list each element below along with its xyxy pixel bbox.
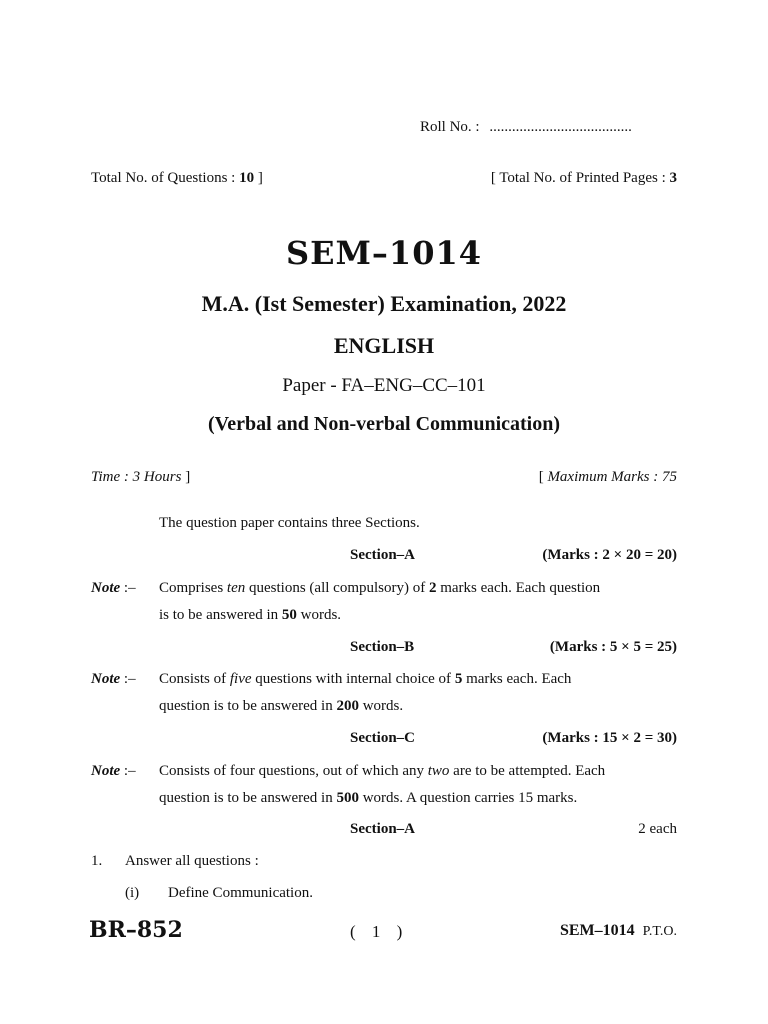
note-separator: :– bbox=[123, 763, 136, 779]
section-c-note-label bbox=[91, 763, 136, 780]
footer-page-number bbox=[350, 922, 402, 942]
text: 50 bbox=[281, 607, 297, 623]
note-separator: :– bbox=[123, 671, 136, 687]
roll-no bbox=[420, 119, 632, 136]
roll-no-dots: ...................................... bbox=[489, 119, 632, 135]
footer-pto: P.T.O. bbox=[642, 924, 677, 939]
question-1-i-text: Define Communication. bbox=[168, 885, 313, 901]
printed-pages bbox=[491, 170, 677, 187]
footer-booklet-code: BR–852 bbox=[89, 917, 183, 943]
questions-section-a-name: Section–A bbox=[350, 821, 415, 837]
section-a-note-line2 bbox=[159, 607, 341, 624]
text: 5 bbox=[454, 671, 463, 687]
text: five bbox=[229, 671, 252, 687]
text: Comprises bbox=[159, 580, 227, 596]
section-a-marks: (Marks : 2 × 20 = 20) bbox=[542, 547, 677, 563]
question-1-number: 1. bbox=[91, 853, 103, 869]
section-b-note-line1 bbox=[159, 671, 571, 688]
printed-pages-label: Total No. of Printed Pages : bbox=[499, 170, 666, 186]
subject-title: ENGLISH bbox=[333, 333, 435, 358]
page-paren-open: ( bbox=[350, 922, 356, 941]
text: is to be answered in bbox=[159, 607, 282, 623]
total-questions-bracket: ] bbox=[257, 170, 263, 186]
printed-pages-value: 3 bbox=[669, 170, 677, 186]
roll-no-label: Roll No. : bbox=[420, 119, 480, 135]
text: words. bbox=[296, 607, 342, 623]
section-c-note-line2 bbox=[159, 790, 577, 807]
text: questions with internal choice of bbox=[251, 671, 455, 687]
text: words. A question carries 15 marks. bbox=[358, 790, 578, 806]
text: words. bbox=[358, 698, 404, 714]
note-separator: :– bbox=[123, 580, 136, 596]
note-label: Note bbox=[91, 763, 121, 779]
page-number: 1 bbox=[371, 922, 381, 941]
section-c-note-line1 bbox=[159, 763, 605, 780]
text: question is to be answered in bbox=[159, 698, 337, 714]
text: ten bbox=[226, 580, 246, 596]
time-label: Time : 3 Hours bbox=[91, 469, 182, 485]
section-a-note-label bbox=[91, 580, 136, 597]
printed-pages-bracket: [ bbox=[490, 170, 496, 186]
section-c-marks: (Marks : 15 × 2 = 30) bbox=[542, 730, 677, 746]
section-a-note-line1 bbox=[159, 580, 600, 597]
exam-title: M.A. (Ist Semester) Examination, 2022 bbox=[201, 291, 567, 316]
footer-right bbox=[560, 922, 677, 940]
text: marks each. Each question bbox=[436, 580, 601, 596]
text: 500 bbox=[336, 790, 359, 806]
text: question is to be answered in bbox=[159, 790, 337, 806]
note-label: Note bbox=[91, 580, 121, 596]
text: questions (all compulsory) of bbox=[245, 580, 429, 596]
text: 200 bbox=[336, 698, 359, 714]
questions-section-a-marks: 2 each bbox=[638, 821, 677, 837]
time-bracket: ] bbox=[185, 469, 191, 485]
intro-text: The question paper contains three Sections. bbox=[159, 515, 420, 531]
section-a-name: Section–A bbox=[350, 547, 415, 563]
text: 2 bbox=[428, 580, 437, 596]
paper-code-title: SEM–1014 bbox=[286, 234, 482, 272]
section-b-name: Section–B bbox=[350, 639, 415, 655]
text: two bbox=[427, 763, 450, 779]
note-label: Note bbox=[91, 671, 121, 687]
text: Consists of bbox=[159, 671, 230, 687]
page-paren-close: ) bbox=[396, 922, 403, 941]
question-1-i-number: (i) bbox=[125, 885, 140, 901]
time-allowed bbox=[91, 469, 190, 486]
max-marks bbox=[539, 469, 677, 486]
total-questions-label: Total No. of Questions : bbox=[91, 170, 236, 186]
total-questions-value: 10 bbox=[239, 170, 255, 186]
total-questions bbox=[91, 170, 263, 187]
section-b-marks: (Marks : 5 × 5 = 25) bbox=[549, 639, 677, 655]
paper-subtitle: (Verbal and Non-verbal Communication) bbox=[207, 413, 561, 435]
text: Consists of four questions, out of which any bbox=[159, 763, 428, 779]
max-marks-label: Maximum Marks : 75 bbox=[547, 469, 677, 485]
section-b-note-line2 bbox=[159, 698, 403, 715]
section-c-name: Section–C bbox=[350, 730, 415, 746]
paper-number: Paper - FA–ENG–CC–101 bbox=[282, 375, 486, 396]
text: marks each. Each bbox=[462, 671, 572, 687]
max-marks-bracket: [ bbox=[538, 469, 544, 485]
footer-paper-code: SEM–1014 bbox=[559, 922, 635, 939]
text: are to be attempted. Each bbox=[449, 763, 606, 779]
question-1-text: Answer all questions : bbox=[125, 853, 259, 869]
section-b-note-label bbox=[91, 671, 136, 688]
